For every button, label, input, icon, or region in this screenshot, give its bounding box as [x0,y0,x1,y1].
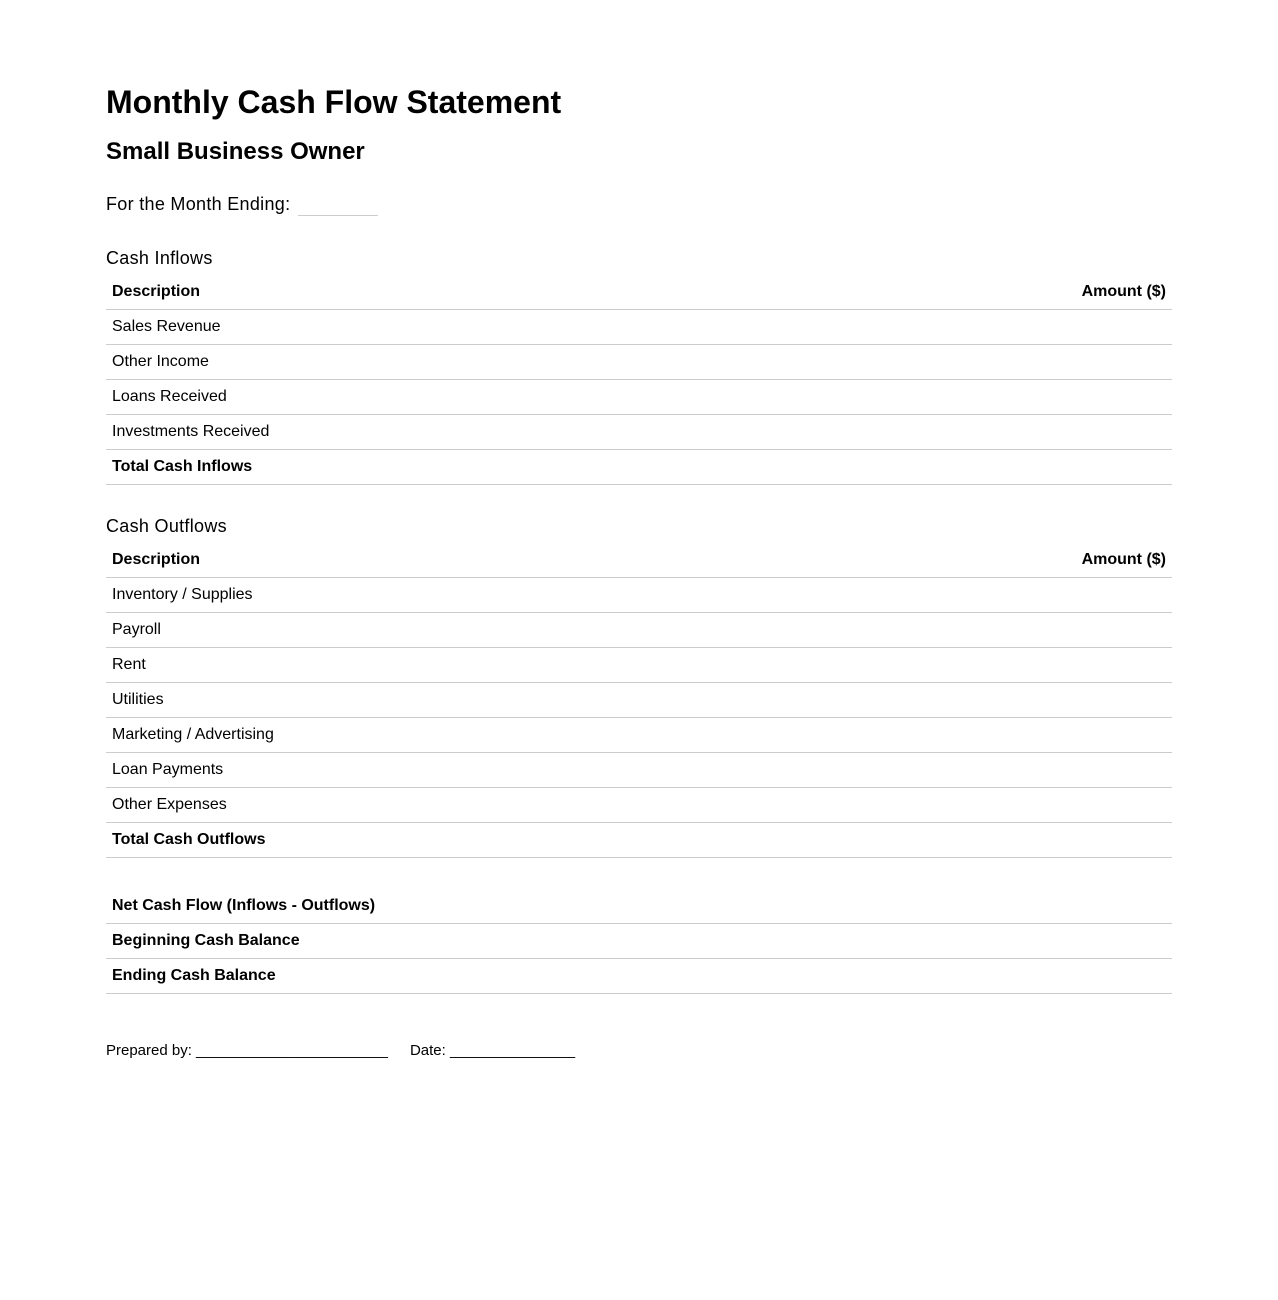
table-row [106,683,1172,718]
net-cash-flow-amount[interactable] [960,889,1172,924]
row-label: Marketing / Advertising [106,718,960,753]
table-row [106,753,1172,788]
table-row [106,788,1172,823]
amount-cell[interactable] [960,415,1172,450]
table-row [106,648,1172,683]
amount-cell[interactable] [960,718,1172,753]
table-row [106,718,1172,753]
table-row [106,345,1172,380]
beginning-balance-label: Beginning Cash Balance [106,924,960,959]
row-label: Rent [106,648,960,683]
date-field[interactable]: Date: _______________ [409,1042,576,1059]
amount-cell[interactable] [960,788,1172,823]
amount-cell[interactable] [960,380,1172,415]
table-row [106,613,1172,648]
amount-cell[interactable] [960,648,1172,683]
amount-cell[interactable] [960,310,1172,345]
total-inflows-label: Total Cash Inflows [106,450,960,485]
outflows-table [106,543,1172,858]
row-label: Other Expenses [106,788,960,823]
row-label: Investments Received [106,415,960,450]
amount-cell[interactable] [960,578,1172,613]
period-label: For the Month Ending: [106,194,291,214]
prepared-by-field[interactable]: Prepared by: _______________________ [106,1042,388,1059]
row-label: Sales Revenue [106,310,960,345]
amount-header: Amount ($) [960,275,1172,310]
ending-balance-label: Ending Cash Balance [106,959,960,994]
table-row [106,310,1172,345]
total-outflows-label: Total Cash Outflows [106,823,960,858]
table-row [106,415,1172,450]
summary-row [106,889,1172,924]
table-row [106,380,1172,415]
inflows-table [106,275,1172,485]
total-row [106,823,1172,858]
description-header: Description [106,543,960,578]
amount-cell[interactable] [960,753,1172,788]
table-row [106,578,1172,613]
table-header-row [106,543,1172,578]
document-subtitle: Small Business Owner [106,138,365,165]
row-label: Loans Received [106,380,960,415]
description-header: Description [106,275,960,310]
total-inflows-amount[interactable] [960,450,1172,485]
total-row [106,450,1172,485]
inflows-section-title: Cash Inflows [106,248,213,268]
row-label: Utilities [106,683,960,718]
table-header-row [106,275,1172,310]
row-label: Inventory / Supplies [106,578,960,613]
ending-balance-amount[interactable] [960,959,1172,994]
beginning-balance-amount[interactable] [960,924,1172,959]
amount-header: Amount ($) [960,543,1172,578]
row-label: Loan Payments [106,753,960,788]
signoff-line [106,1041,1172,1061]
amount-cell[interactable] [960,345,1172,380]
net-cash-flow-label: Net Cash Flow (Inflows - Outflows) [106,889,960,924]
summary-row [106,924,1172,959]
outflows-section-title: Cash Outflows [106,516,227,536]
summary-row [106,959,1172,994]
document-title: Monthly Cash Flow Statement [106,84,562,120]
amount-cell[interactable] [960,683,1172,718]
summary-table [106,889,1172,994]
row-label: Payroll [106,613,960,648]
amount-cell[interactable] [960,613,1172,648]
period-line [106,192,1172,216]
period-date-blank[interactable] [298,195,378,216]
total-outflows-amount[interactable] [960,823,1172,858]
row-label: Other Income [106,345,960,380]
